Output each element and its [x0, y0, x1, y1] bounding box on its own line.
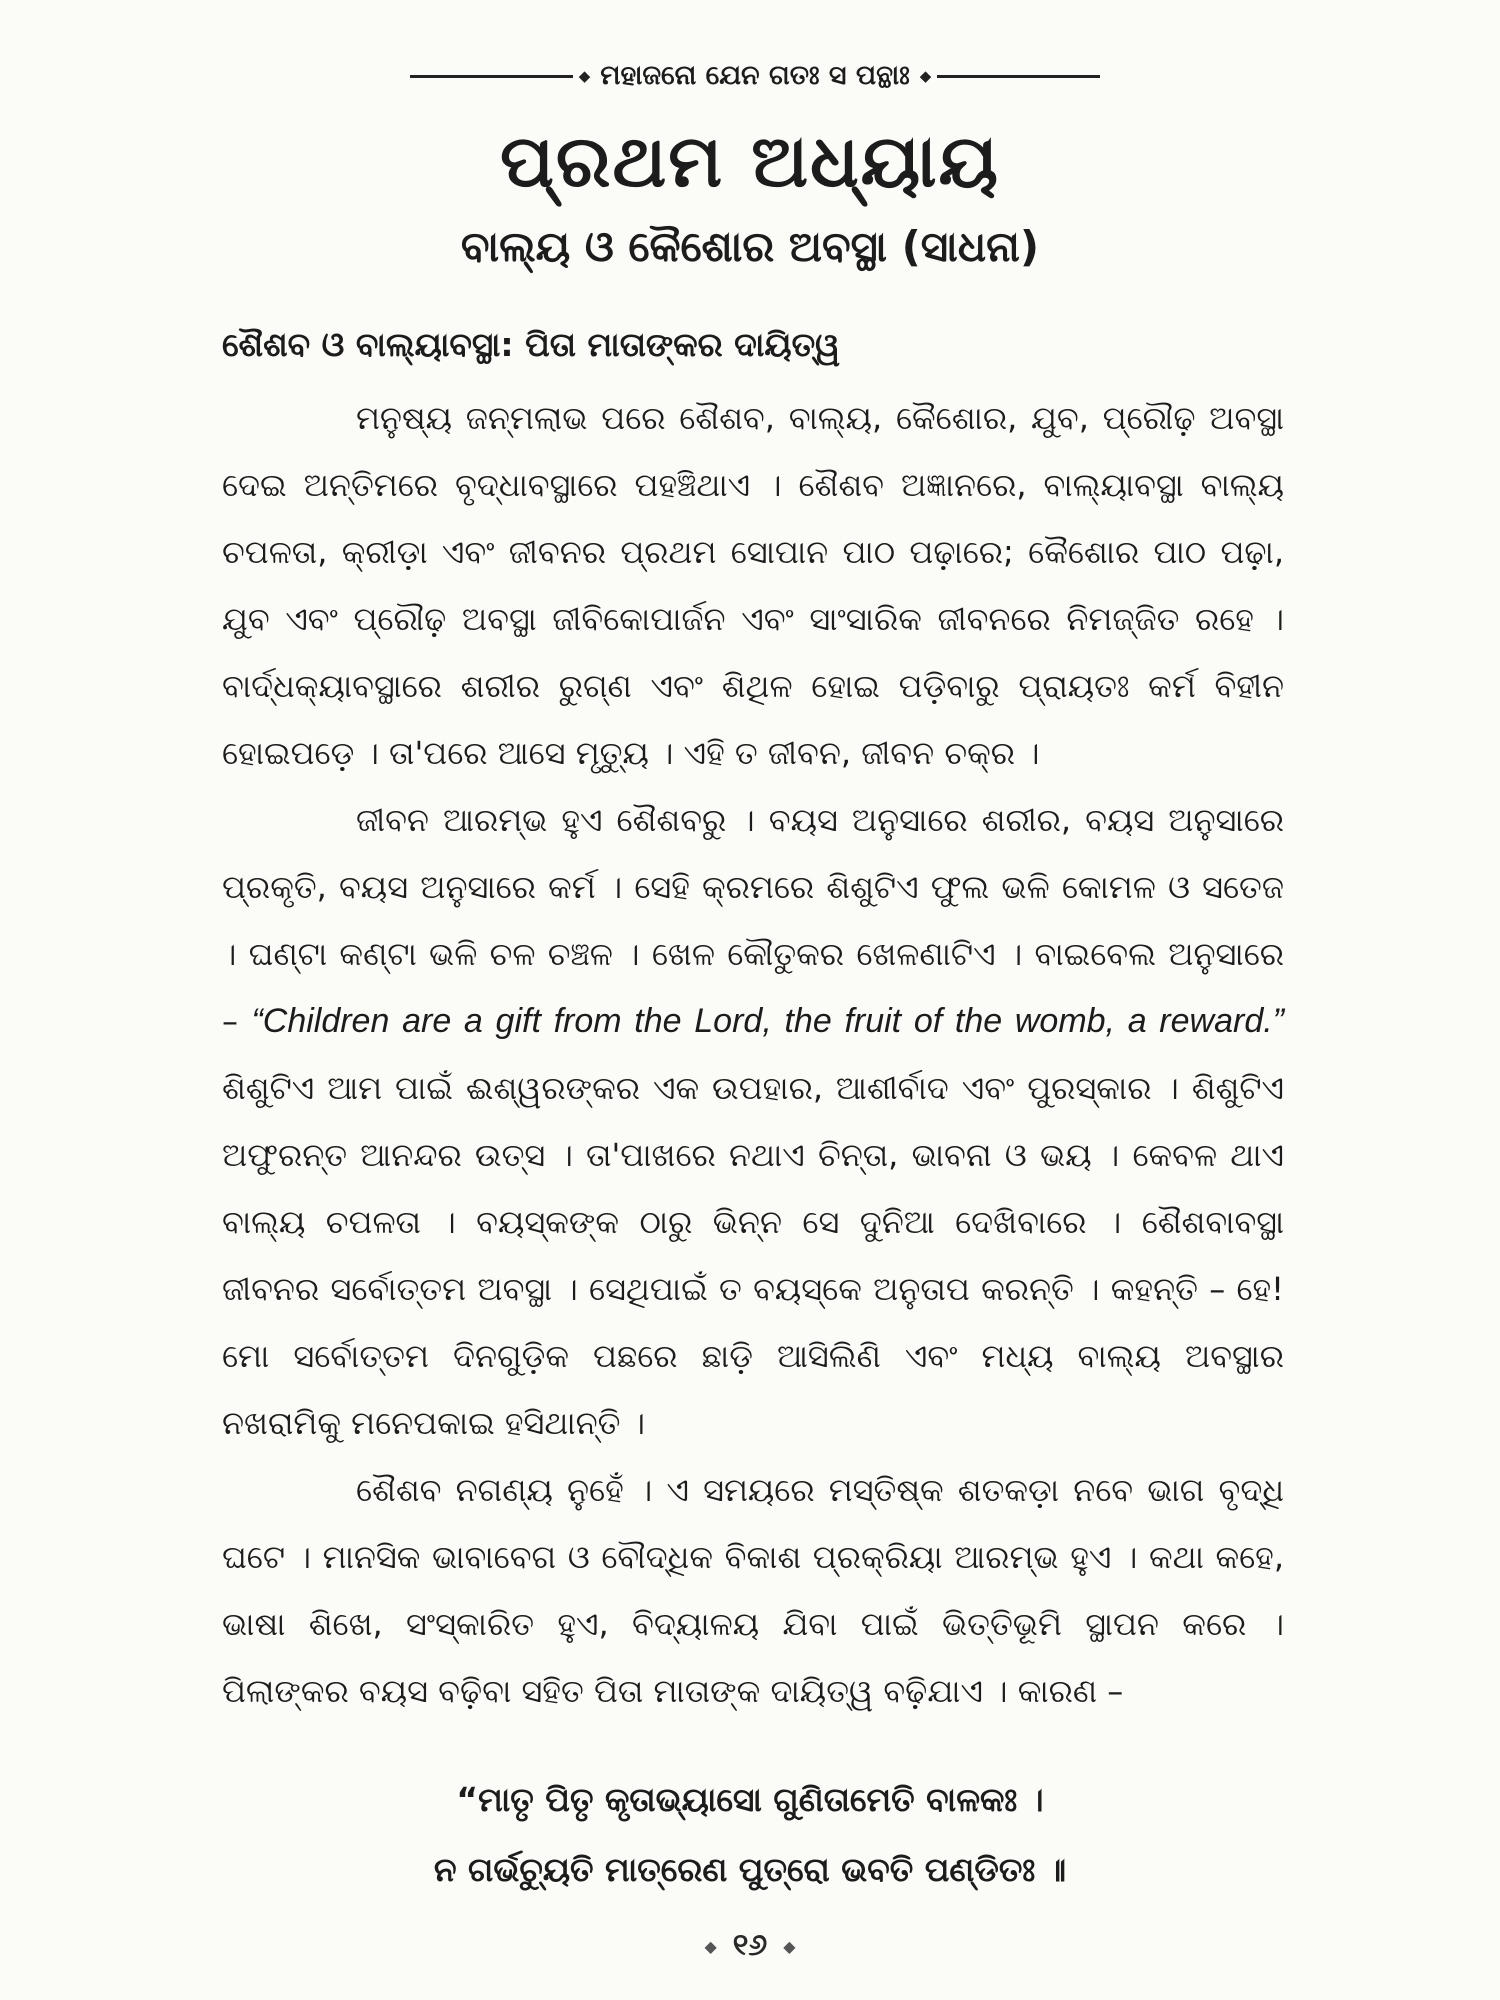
paragraph-text: ଶିଶୁଟିଏ ଆମ ପାଇଁ ଈଶ୍ୱରଙ୍କର ଏକ ଉପହାର, ଆଶୀର୍ବାଦ ଏବଂ ପୁରସ୍କାର । ଶିଶୁଟିଏ ଅଫୁରନ୍ତ ଆନନ୍ଦର ଉତ୍ସ । ତା'ପାଖରେ ନଥାଏ ଚିନ୍ତା, ଭାବନା ଓ ଭୟ । କେବଳ ଥାଏ ବାଲ୍ୟ ଚପଳତା । ବୟସ୍କଙ୍କ ଠାରୁ ଭିନ୍ନ ସେ ଦୁନିଆ ଦେଖିବାରେ । ଶୈଶବାବସ୍ଥା ଜୀବନର ସର୍ବୋତ୍ତମ ଅବସ୍ଥା । ସେଥିପାଇଁ ତ ବୟସ୍କେ ଅନୁତାପ କରନ୍ତି । କହନ୍ତି – ହେ! ମୋ ସର୍ବୋତ୍ତମ ଦିନଗୁଡ଼ିକ ପଛରେ ଛାଡ଼ି ଆସିଲିଣି ଏବଂ ମଧ୍ୟ ବାଲ୍ୟ ଅବସ୍ଥାର ନଖରାମିକୁ ମନେପକାଇ ହସିଥାନ୍ତି ।: [222, 1069, 1284, 1442]
english-quote: “Children are a gift from the Lord, the fruit of the womb, a reward.”: [251, 1002, 1285, 1040]
diamond-ornament-icon: ◆: [704, 1937, 717, 1956]
diamond-ornament-icon: ◆: [919, 66, 932, 85]
section-heading: ଶୈଶବ ଓ ବାଲ୍ୟାବସ୍ଥା: ପିତା ମାତାଙ୍କର ଦାୟିତ୍ୱ: [222, 325, 841, 364]
verse-line: ନ ଗର୍ଭଚ୍ୟୁତି ମାତ୍ରେଣ ପୁତ୍ରୋ ଭବତି ପଣ୍ଡିତଃ ॥: [433, 1850, 1067, 1889]
header-rule-right: [937, 75, 1100, 78]
running-head-text: ମହାଜନୋ ଯେନ ଗତଃ ସ ପନ୍ଥାଃ: [600, 60, 910, 91]
paragraph: [222, 787, 1284, 1457]
page-number: [0, 1928, 1500, 1963]
diamond-ornament-icon: ◆: [783, 1937, 796, 1956]
sanskrit-verse: [0, 1765, 1500, 1905]
verse-line: “ମାତୃ ପିତୃ କୃତାଭ୍ୟାସୋ ଗୁଣିତାମେତି ବାଳକଃ ।: [456, 1780, 1044, 1819]
body-text: [222, 385, 1284, 1725]
chapter-subtitle: ବାଲ୍ୟ ଓ କୈଶୋର ଅବସ୍ଥା (ସାଧନା): [460, 222, 1040, 271]
paragraph: ମନୁଷ୍ୟ ଜନ୍ମଲାଭ ପରେ ଶୈଶବ, ବାଲ୍ୟ, କୈଶୋର, ଯୁବ, ପ୍ରୌଢ଼ ଅବସ୍ଥା ଦେଇ ଅନ୍ତିମରେ ବୃଦ୍ଧାବସ୍ଥାରେ ପହଞ୍ଚିଥାଏ । ଶୈଶବ ଅଜ୍ଞାନରେ, ବାଲ୍ୟାବସ୍ଥା ବାଲ୍ୟ ଚପଳତା, କ୍ରୀଡ଼ା ଏବଂ ଜୀବନର ପ୍ରଥମ ସୋପାନ ପାଠ ପଢ଼ାରେ; କୈଶୋର ପାଠ ପଢ଼ା, ଯୁବ ଏବଂ ପ୍ରୌଢ଼ ଅବସ୍ଥା ଜୀବିକୋପାର୍ଜନ ଏବଂ ସାଂସାରିକ ଜୀବନରେ ନିମଜ୍ଜିତ ରହେ । ବାର୍ଦ୍ଧକ୍ୟାବସ୍ଥାରେ ଶରୀର ରୁଗ୍‌ଣ ଏବଂ ଶିଥିଳ ହୋଇ ପଡ଼ିବାରୁ ପ୍ରାୟତଃ କର୍ମ ବିହୀନ ହୋଇପଡ଼େ । ତା'ପରେ ଆସେ ମୃତ୍ୟୁ । ଏହି ତ ଜୀବନ, ଜୀବନ ଚକ୍ର ।: [222, 399, 1284, 772]
paragraph-text: ଜୀବନ ଆରମ୍ଭ ହୁଏ ଶୈଶବରୁ । ବୟସ ଅନୁସାରେ ଶରୀର, ବୟସ ଅନୁସାରେ ପ୍ରକୃତି, ବୟସ ଅନୁସାରେ କର୍ମ । ସେହି କ୍ରମରେ ଶିଶୁଟିଏ ଫୁଲ ଭଳି କୋମଳ ଓ ସତେଜ । ଘଣ୍ଟା କଣ୍ଟା ଭଳି ଚଳ ଚଞ୍ଚଳ । ଖେଳ କୌତୁକର ଖେଳଣାଟିଏ । ବାଇବେଲ ଅନୁସାରେ –: [222, 801, 1284, 1040]
running-head: [410, 54, 1100, 98]
chapter-title: ପ୍ରଥମ ଅଧ୍ୟାୟ: [500, 119, 1000, 203]
paragraph: ଶୈଶବ ନଗଣ୍ୟ ନୁହେଁ । ଏ ସମୟରେ ମସ୍ତିଷ୍କ ଶତକଡ଼ା ନବେ ଭାଗ ବୃଦ୍ଧି ଘଟେ । ମାନସିକ ଭାବାବେଗ ଓ ବୌଦ୍ଧିକ ବିକାଶ ପ୍ରକ୍ରିୟା ଆରମ୍ଭ ହୁଏ । କଥା କହେ, ଭାଷା ଶିଖେ, ସଂସ୍କାରିତ ହୁଏ, ବିଦ୍ୟାଳୟ ଯିବା ପାଇଁ ଭିତ୍ତିଭୂମି ସ୍ଥାପନ କରେ । ପିଲାଙ୍କର ବୟସ ବଢ଼ିବା ସହିତ ପିତା ମାତାଙ୍କ ଦାୟିତ୍ୱ ବଢ଼ିଯାଏ । କାରଣ –: [222, 1471, 1284, 1710]
header-rule-left: [410, 75, 573, 78]
diamond-ornament-icon: ◆: [578, 66, 591, 85]
page-number-text: ୧୬: [732, 1928, 768, 1963]
